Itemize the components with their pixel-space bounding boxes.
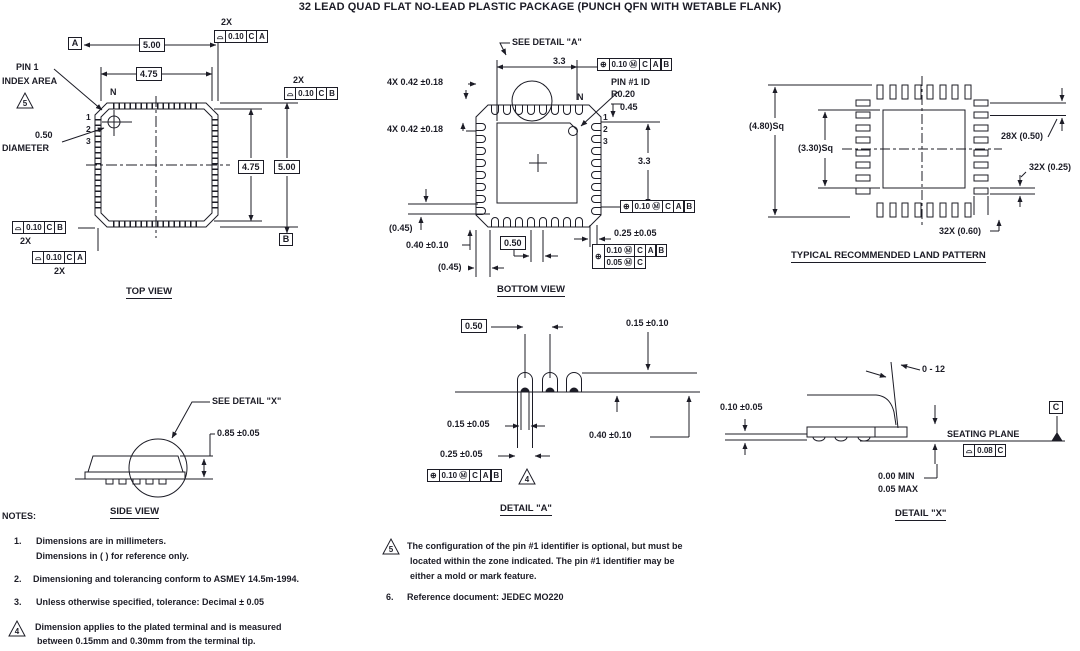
angle-dim: 0 - 12 bbox=[922, 364, 946, 374]
fcf-profile-ca: ⌓ 0.10 C A bbox=[214, 30, 268, 43]
note-2: Dimensioning and tolerancing conform to ASMEY 14.5m-1994. bbox=[33, 574, 300, 584]
dim-500-right: 5.00 bbox=[274, 160, 300, 174]
ref-045-bottom: (0.45) bbox=[438, 262, 462, 272]
qty-2x-b: 2X bbox=[293, 75, 305, 85]
bottom-view-title: BOTTOM VIEW bbox=[497, 284, 565, 295]
pin-num-1: 1 bbox=[86, 112, 91, 122]
dim-040: 0.40 ±0.10 bbox=[406, 240, 449, 250]
dim-475-right: 4.75 bbox=[238, 160, 264, 174]
note-flag-4-detail-a bbox=[519, 469, 535, 484]
note-6: Reference document: JEDEC MO220 bbox=[407, 592, 564, 602]
ref-045-left: (0.45) bbox=[389, 223, 413, 233]
side-view-drawing bbox=[75, 402, 215, 497]
index-area-label: INDEX AREA bbox=[2, 76, 58, 86]
note-5-line-3: either a mold or mark feature. bbox=[410, 571, 537, 581]
pin1-id-label: PIN #1 ID bbox=[611, 77, 651, 87]
leads-right bbox=[592, 124, 602, 215]
detail-a-zone-circle bbox=[512, 81, 552, 121]
dia-value: 0.50 bbox=[35, 130, 53, 140]
dim-500-top: 5.00 bbox=[139, 38, 165, 52]
seating-plane-label: SEATING PLANE bbox=[947, 429, 1020, 439]
leads-left bbox=[476, 124, 486, 215]
dim-040-detail: 0.40 ±0.10 bbox=[589, 430, 632, 440]
dim-085: 0.85 ±0.05 bbox=[217, 428, 260, 438]
svg-text:4: 4 bbox=[524, 475, 530, 484]
position-symbol-icon: ⊕ bbox=[592, 244, 605, 269]
detail-x-drawing bbox=[725, 362, 1065, 478]
note-flag-5 bbox=[383, 539, 399, 554]
fcf-profile-cb: ⌓ 0.10 C B bbox=[284, 87, 338, 100]
note-2-num: 2. bbox=[14, 574, 22, 584]
position-symbol-icon: ⊕ bbox=[427, 469, 440, 482]
pin1-id-circle bbox=[569, 127, 578, 136]
see-detail-x: SEE DETAIL "X" bbox=[212, 396, 282, 406]
dim-010-005: 0.10 ±0.05 bbox=[720, 402, 763, 412]
svg-text:4: 4 bbox=[14, 627, 20, 636]
pin-num-3: 3 bbox=[86, 136, 91, 146]
dim-045: 0.45 bbox=[620, 102, 638, 112]
dim-33-right: 3.3 bbox=[638, 156, 651, 166]
pin-num-1: 1 bbox=[603, 112, 608, 122]
profile-symbol-icon: ⌓ bbox=[284, 87, 296, 100]
see-detail-a-leader bbox=[500, 43, 510, 55]
leads-bottom bbox=[492, 218, 583, 227]
pin1-leader bbox=[54, 69, 102, 110]
fcf-position-detail-a: ⊕ 0.10 Ⓜ C A B bbox=[427, 469, 502, 482]
datum-c: C bbox=[1049, 401, 1063, 414]
svg-text:5: 5 bbox=[388, 545, 394, 554]
note-1-line-1: Dimensions are in millimeters. bbox=[36, 536, 167, 546]
detail-a-title: DETAIL "A" bbox=[500, 503, 552, 514]
pin-num-2: 2 bbox=[86, 124, 91, 134]
note-flag-4 bbox=[9, 621, 25, 636]
n-label-top: N bbox=[110, 87, 117, 97]
see-detail-a: SEE DETAIL "A" bbox=[512, 37, 582, 47]
detail-x-zone-circle bbox=[129, 439, 187, 497]
datum-b: B bbox=[279, 233, 293, 246]
profile-symbol-icon: ⌓ bbox=[12, 221, 24, 234]
pin1-label: PIN 1 bbox=[16, 62, 39, 72]
note-5-line-1: The configuration of the pin #1 identifier is optional, but must be bbox=[407, 541, 683, 551]
datum-c-foot bbox=[1052, 433, 1062, 441]
fcf-position-two-row: ⊕ 0.10 Ⓜ C A B 0.05 Ⓜ C bbox=[592, 244, 667, 269]
note-1-num: 1. bbox=[14, 536, 22, 546]
profile-symbol-icon: ⌓ bbox=[963, 444, 975, 457]
fcf-position-right: ⊕ 0.10 Ⓜ C A B bbox=[620, 200, 695, 213]
pin-num-2: 2 bbox=[603, 124, 608, 134]
dim-015-005: 0.15 ±0.05 bbox=[447, 419, 490, 429]
pin-num-3: 3 bbox=[603, 136, 608, 146]
dim-025: 0.25 ±0.05 bbox=[614, 228, 657, 238]
dim-330sq: (3.30)Sq bbox=[798, 143, 834, 153]
dim-015-010: 0.15 ±0.10 bbox=[626, 318, 669, 328]
top-view-title: TOP VIEW bbox=[126, 286, 173, 297]
see-detail-x-leader bbox=[172, 402, 210, 438]
note-6-num: 6. bbox=[386, 592, 394, 602]
lead-dim-2: 4X 0.42 ±0.18 bbox=[387, 124, 443, 134]
qty-2x-d: 2X bbox=[54, 266, 66, 276]
profile-symbol-icon: ⌓ bbox=[214, 30, 226, 43]
dia-word: DIAMETER bbox=[2, 143, 49, 153]
lead-dim-1: 4X 0.42 ±0.18 bbox=[387, 77, 443, 87]
dim-32x-060: 32X (0.60) bbox=[939, 226, 982, 236]
notes-heading: NOTES: bbox=[2, 511, 37, 521]
fcf-position-top: ⊕ 0.10 Ⓜ C A B bbox=[597, 58, 672, 71]
note-3-num: 3. bbox=[14, 597, 22, 607]
dim-480sq: (4.80)Sq bbox=[749, 121, 785, 131]
qty-2x-c: 2X bbox=[20, 236, 32, 246]
fcf-profile-c: ⌓ 0.08 C bbox=[963, 444, 1006, 457]
dim-28x-050: 28X (0.50) bbox=[1001, 131, 1044, 141]
note-flag-5-topview bbox=[17, 93, 33, 108]
n-label-bottom: N bbox=[577, 92, 584, 102]
note-4-line-2: between 0.15mm and 0.30mm from the terminal tip. bbox=[37, 636, 256, 646]
pin1-id-radius: R0.20 bbox=[611, 89, 636, 99]
side-view-title: SIDE VIEW bbox=[110, 506, 160, 517]
svg-text:5: 5 bbox=[22, 99, 28, 108]
note-5-line-2: located within the zone indicated. The pin #1 identifier may be bbox=[410, 556, 675, 566]
datum-a: A bbox=[68, 37, 82, 50]
dim-025-detail: 0.25 ±0.05 bbox=[440, 449, 483, 459]
profile-symbol-icon: ⌓ bbox=[32, 251, 44, 264]
dim-050-detail: 0.50 bbox=[461, 319, 487, 333]
note-4-line-1: Dimension applies to the plated terminal and is measured bbox=[35, 622, 282, 632]
detail-x-title: DETAIL "X" bbox=[895, 508, 947, 519]
detail-a-drawing bbox=[455, 327, 700, 484]
dim-050-box: 0.50 bbox=[500, 236, 526, 250]
fcf-profile-ca-2: ⌓ 0.10 C A bbox=[32, 251, 86, 264]
lead-feet bbox=[813, 437, 870, 441]
drawing-title: 32 LEAD QUAD FLAT NO-LEAD PLASTIC PACKAGE (PUNCH QFN WITH WETABLE FLANK) bbox=[298, 1, 782, 13]
position-symbol-icon: ⊕ bbox=[597, 58, 610, 71]
leads-top bbox=[492, 105, 583, 115]
dim-33-top: 3.3 bbox=[553, 56, 566, 66]
position-symbol-icon: ⊕ bbox=[620, 200, 633, 213]
dim-32x-025: 32X (0.25) bbox=[1029, 162, 1072, 172]
dim-475-top: 4.75 bbox=[136, 67, 162, 81]
diameter-leader bbox=[62, 128, 104, 142]
standoff-min: 0.00 MIN bbox=[878, 471, 915, 481]
standoff-max: 0.05 MAX bbox=[878, 484, 919, 494]
note-3: Unless otherwise specified, tolerance: Decimal ± 0.05 bbox=[36, 597, 265, 607]
fcf-profile-cb-2: ⌓ 0.10 C B bbox=[12, 221, 66, 234]
land-pattern-drawing bbox=[768, 76, 1066, 231]
land-pattern-title: TYPICAL RECOMMENDED LAND PATTERN bbox=[791, 250, 986, 261]
plated-tips bbox=[521, 388, 578, 392]
qty-2x-a: 2X bbox=[221, 17, 233, 27]
note-1-line-2: Dimensions in ( ) for reference only. bbox=[36, 551, 189, 561]
